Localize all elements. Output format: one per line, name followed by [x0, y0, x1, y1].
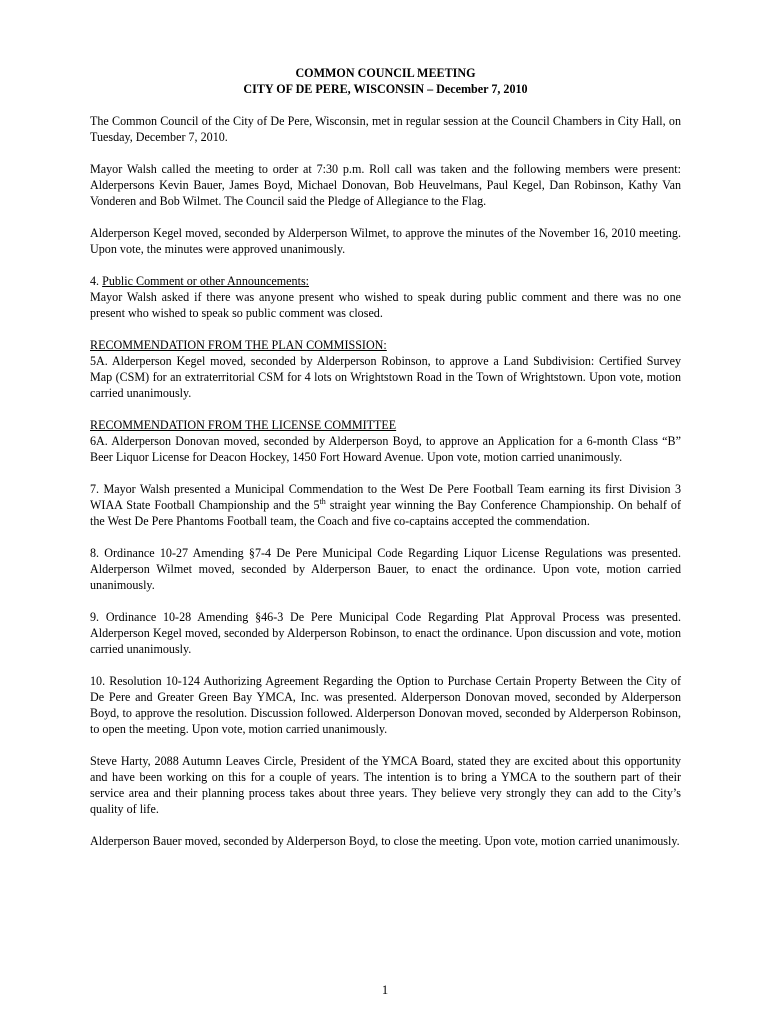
item-7-superscript: th	[319, 496, 326, 506]
item-7-text-b: straight year winning the Bay Conference Championship. On behalf of the West De Pere Phantoms Football team, the Coach and five co-captains accepted the commendation.	[90, 498, 682, 528]
plan-commission-heading: RECOMMENDATION FROM THE PLAN COMMISSION:	[90, 338, 387, 352]
minutes-paragraph: Alderperson Kegel moved, seconded by Alderperson Wilmet, to approve the minutes of the November 16, 2010 meeting. Upon vote, the minutes were approved unanimously.	[90, 226, 681, 256]
document-header	[90, 65, 681, 97]
harty-statement-paragraph: Steve Harty, 2088 Autumn Leaves Circle, President of the YMCA Board, stated they are excited about this opportunity and have been working on this for a couple of years. The intention is to bring a YMCA to the southern part of their service area and their planning process takes about three years. They believe very strongly they can add to the City’s quality of life.	[90, 754, 681, 816]
item-5a-paragraph: 5A. Alderperson Kegel moved, seconded by Alderperson Robinson, to approve a Land Subdivision: Certified Survey Map (CSM) for an extraterritorial CSM for 4 lots on Wrightstown Road in the Town of Wrightstown. Upon vote, motion carried unanimously.	[90, 354, 681, 400]
item-10-paragraph: 10. Resolution 10-124 Authorizing Agreement Regarding the Option to Purchase Certain Property Between the City of De Pere and Greater Green Bay YMCA, Inc. was presented. Alderperson Donovan moved, seconded by Alderperson Boyd, to approve the resolution. Discussion followed. Alderperson Donovan moved, seconded by Alderperson Robinson, to open the meeting. Upon vote, motion carried unanimously.	[90, 674, 681, 736]
item-7-text-a: 7. Mayor Walsh presented a Municipal Commendation to the West De Pere Football Team earning its first Division 3 WIAA State Football Championship and the 5	[90, 482, 681, 512]
close-meeting-paragraph: Alderperson Bauer moved, seconded by Alderperson Boyd, to close the meeting. Upon vote, motion carried unanimously.	[90, 834, 680, 848]
intro-paragraph: The Common Council of the City of De Pere, Wisconsin, met in regular session at the Council Chambers in City Hall, on Tuesday, December 7, 2010.	[90, 114, 681, 144]
header-subtitle: CITY OF DE PERE, WISCONSIN – December 7, 2010	[243, 82, 528, 96]
item-4-body: Mayor Walsh asked if there was anyone present who wished to speak during public comment and there was no one present who wished to speak so public comment was closed.	[90, 290, 681, 320]
item-7-paragraph	[90, 481, 681, 529]
page-number: 1	[381, 983, 389, 997]
license-committee-heading: RECOMMENDATION FROM THE LICENSE COMMITTEE	[90, 418, 397, 432]
item-6a-paragraph: 6A. Alderperson Donovan moved, seconded by Alderperson Boyd, to approve an Application for a 6-month Class “B” Beer Liquor License for Deacon Hockey, 1450 Fort Howard Avenue. Upon vote, motion carried unanimously.	[90, 434, 681, 464]
item-4-number: 4.	[90, 274, 103, 288]
header-title: COMMON COUNCIL MEETING	[295, 66, 476, 80]
item-4-heading: Public Comment or other Announcements:	[102, 274, 310, 288]
roll-call-paragraph: Mayor Walsh called the meeting to order at 7:30 p.m. Roll call was taken and the following members were present: Alderpersons Kevin Bauer, James Boyd, Michael Donovan, Bob Heuvelmans, Paul Kegel, Dan Robinson, Kathy Van Vonderen and Bob Wilmet. The Council said the Pledge of Allegiance to the Flag.	[90, 162, 681, 208]
item-9-paragraph: 9. Ordinance 10-28 Amending §46-3 De Pere Municipal Code Regarding Plat Approval Process was presented. Alderperson Kegel moved, seconded by Alderperson Robinson, to enact the ordinance. Upon discussion and vote, motion carried unanimously.	[90, 610, 681, 656]
item-4-heading-line	[90, 273, 681, 289]
item-8-paragraph: 8. Ordinance 10-27 Amending §7-4 De Pere Municipal Code Regarding Liquor License Regulations was presented. Alderperson Wilmet moved, seconded by Alderperson Bauer, to enact the ordinance. Upon vote, motion carried unanimously.	[90, 546, 681, 592]
